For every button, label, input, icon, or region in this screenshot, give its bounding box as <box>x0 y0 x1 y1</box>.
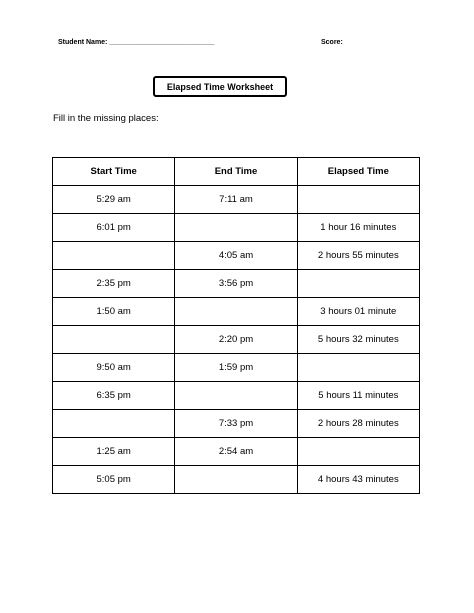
table-row <box>53 466 420 494</box>
end-time-cell <box>175 382 297 410</box>
elapsed-time-cell: 3 hours 01 minute <box>297 298 419 326</box>
start-time-cell: 5:29 am <box>53 186 175 214</box>
table-row <box>53 326 420 354</box>
end-time-cell <box>175 466 297 494</box>
start-time-cell <box>53 326 175 354</box>
table-row <box>53 298 420 326</box>
student-name-label: Student Name: ___________________________ <box>58 39 215 46</box>
table-row <box>53 242 420 270</box>
elapsed-time-cell: 5 hours 32 minutes <box>297 326 419 354</box>
table-row <box>53 214 420 242</box>
start-time-cell: 1:50 am <box>53 298 175 326</box>
score-label: Score: <box>321 39 343 46</box>
instructions: Fill in the missing places: <box>53 113 159 124</box>
start-time-cell: 6:01 pm <box>53 214 175 242</box>
end-time-cell: 7:11 am <box>175 186 297 214</box>
table-row <box>53 354 420 382</box>
start-time-cell: 9:50 am <box>53 354 175 382</box>
table-header-row <box>53 158 420 186</box>
table-row <box>53 382 420 410</box>
end-time-cell: 7:33 pm <box>175 410 297 438</box>
end-time-cell: 2:20 pm <box>175 326 297 354</box>
table-row <box>53 186 420 214</box>
start-time-cell <box>53 410 175 438</box>
end-time-cell: 4:05 am <box>175 242 297 270</box>
elapsed-time-cell <box>297 354 419 382</box>
elapsed-time-table <box>52 157 420 494</box>
worksheet-title-text: Elapsed Time Worksheet <box>166 81 274 92</box>
table-row <box>53 270 420 298</box>
elapsed-time-cell <box>297 438 419 466</box>
start-time-cell: 1:25 am <box>53 438 175 466</box>
elapsed-time-cell: 4 hours 43 minutes <box>297 466 419 494</box>
elapsed-time-cell: 2 hours 55 minutes <box>297 242 419 270</box>
start-time-cell: 5:05 pm <box>53 466 175 494</box>
start-time-cell: 6:35 pm <box>53 382 175 410</box>
end-time-cell: 2:54 am <box>175 438 297 466</box>
elapsed-time-cell: 5 hours 11 minutes <box>297 382 419 410</box>
column-header-start-time: Start Time <box>53 158 175 186</box>
end-time-cell <box>175 298 297 326</box>
header-row <box>0 39 474 51</box>
end-time-cell: 1:59 pm <box>175 354 297 382</box>
end-time-cell: 3:56 pm <box>175 270 297 298</box>
end-time-cell <box>175 214 297 242</box>
elapsed-time-cell: 2 hours 28 minutes <box>297 410 419 438</box>
start-time-cell <box>53 242 175 270</box>
elapsed-time-cell <box>297 270 419 298</box>
elapsed-time-cell <box>297 186 419 214</box>
table-row <box>53 410 420 438</box>
column-header-end-time: End Time <box>175 158 297 186</box>
elapsed-time-cell: 1 hour 16 minutes <box>297 214 419 242</box>
worksheet-title <box>153 76 287 97</box>
table-row <box>53 438 420 466</box>
start-time-cell: 2:35 pm <box>53 270 175 298</box>
column-header-elapsed-time: Elapsed Time <box>297 158 419 186</box>
